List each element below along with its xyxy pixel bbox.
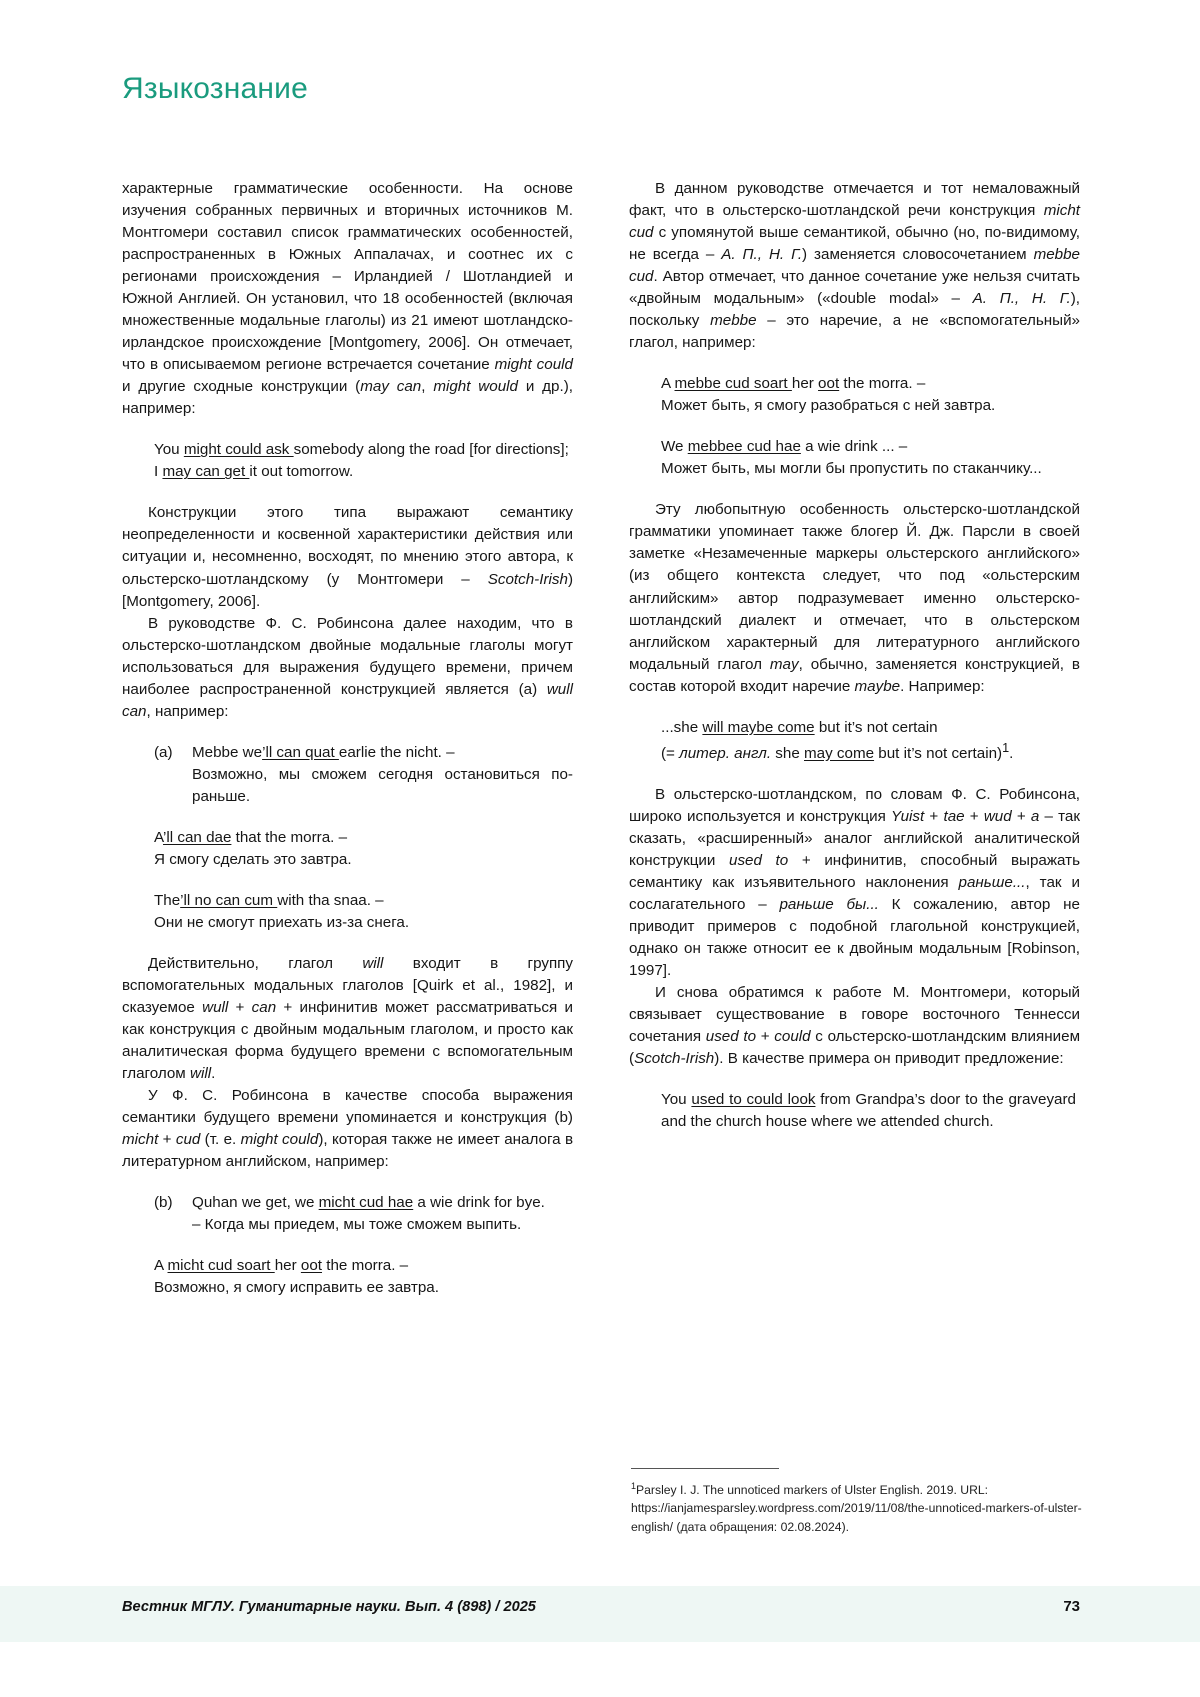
underlined-term: will maybe come [702, 718, 815, 736]
paragraph-text: . [211, 1065, 216, 1083]
example-block [661, 373, 1076, 395]
italic-term: might could [240, 1131, 319, 1149]
example-translation: Они не смогут приехать из-за снега. [154, 913, 410, 931]
paragraph-text: входит в группу вспомогательных модальных глаголов [Quirk et al., 1982], и сказуемое [122, 954, 573, 1016]
paragraph-text: Эту любопытную особенность ольстерско-шотландской грамматики упоминает также блогер Й. Дж. Парсли в своей заметке «Незамеченные маркеры ольстерского английского» (из общего контекста следует, что под «ольстерским английским» автор подразумевает именно ольстерско-шотландский диалект и отмечает, что в ольстерском английском характерный для литературного английского модальный глагол [629, 501, 1080, 673]
example-translation-line [661, 395, 1076, 417]
example-text: she [771, 744, 804, 762]
example-block [154, 742, 573, 808]
example-translation-line [154, 912, 569, 934]
italic-term: maybe [854, 677, 901, 695]
paragraph-text: В ольстерско-шотландском, по словам Ф. С. Робинсона, широко используется и конструкция [629, 785, 1080, 825]
underlined-term: mebbe cud soart [674, 375, 792, 393]
example-text: Quhan we get, we [192, 1194, 319, 1212]
paragraph-text: + [924, 807, 944, 825]
paragraph-text: ) [Montgomery, 2006]. [122, 570, 573, 610]
example-text: . [1009, 744, 1014, 762]
italic-term: used to [729, 851, 789, 869]
journal-citation: Вестник МГЛУ. Гуманитарные науки. Вып. 4 (898) / 2025 [122, 1598, 536, 1615]
italic-term: can [251, 999, 277, 1016]
example-text: We [661, 438, 688, 456]
example-text: it out tomorrow. [249, 463, 354, 481]
paragraph-text: Конструкции этого типа выражают семантику неопределенности и косвенной характеристики действия или ситуации и, несомненно, восходят, по мнению этого автора, к ольстерско-шотландскому (у Монтгомери – [122, 504, 573, 588]
paragraph-text: и др.), например: [122, 378, 573, 418]
example-block [661, 436, 1076, 458]
paragraph [122, 178, 573, 420]
underlined-term: ’ll can quat [262, 743, 339, 761]
paragraph-text: (т. е. [200, 1131, 241, 1149]
example-marker: (а) [154, 743, 173, 761]
example-text: earlie the nicht. – [338, 743, 455, 761]
page-title: Языкознание [122, 72, 309, 105]
italic-term: раньше бы... [779, 895, 879, 913]
italic-term: may [769, 655, 799, 673]
example-text: The [154, 891, 181, 909]
paragraph [629, 499, 1080, 697]
example-text: You [154, 441, 184, 459]
paragraph-text: ) заменяется словосочетанием [802, 246, 1034, 264]
italic-term: mebbe [710, 312, 757, 330]
italic-term: mebbe cud [629, 246, 1081, 286]
page-footer [122, 1598, 1080, 1615]
paragraph-text: и другие сходные конструкции ( [122, 378, 361, 396]
example-text: A [661, 375, 675, 393]
example-block [661, 717, 1076, 739]
example-text: but it’s not certain [814, 718, 938, 736]
paragraph-text: , так и сослагательного – [629, 873, 1080, 913]
example-translation: Возможно, мы сможем сегодня остановиться по-раньше. [192, 765, 573, 805]
underlined-term: mebbee cud hae [687, 438, 801, 456]
italic-term: micht [122, 1131, 159, 1149]
paragraph-text: + [158, 1131, 176, 1149]
paragraph-text: В данном руководстве отмечается и тот немаловажный факт, что в ольстерско-шотландской речи конструкция [629, 180, 1080, 220]
underlined-term: used to could look [691, 1091, 816, 1109]
left-column [122, 178, 573, 1299]
paragraph-text: + [1011, 807, 1031, 825]
italic-term: А. П., Н. Г. [721, 246, 803, 264]
example-text: the morra. – [839, 375, 926, 393]
example-text: her [791, 375, 819, 393]
example-text: You [661, 1091, 692, 1109]
paragraph-text: К сожалению, автор не приводит примеров с подобной глагольной конструкцией, однако он также относит ее к двойным модальным [Robinson, 1997]. [629, 895, 1080, 980]
paragraph-text: . Например: [900, 677, 985, 695]
example-text: a wie drink for bye. [413, 1194, 545, 1212]
italic-term: литер. англ. [679, 744, 772, 762]
underlined-term: oot [818, 375, 840, 393]
italic-term: might could [494, 356, 573, 374]
example-text: her [274, 1257, 301, 1275]
example-block [661, 1089, 1076, 1133]
example-text: but it’s not certain) [874, 744, 1003, 762]
italic-term: cud [175, 1131, 201, 1149]
paragraph-text: + [964, 807, 984, 825]
paragraph-text: ), поскольку [629, 290, 1080, 330]
paragraph-text: + [228, 999, 252, 1016]
paragraph-text: И снова обратимся к работе М. Монтгомери, который связывает существование в говоре восточного Теннесси сочетания [629, 984, 1080, 1046]
italic-term: tae [943, 807, 965, 825]
underlined-term: oot [300, 1257, 323, 1275]
paragraph [629, 178, 1080, 354]
footnote-divider [631, 1468, 779, 1469]
underlined-term: might could ask [183, 441, 294, 459]
paragraph-text: ), которая также не имеет аналога в литературном английском, например: [122, 1131, 574, 1171]
paragraph [122, 953, 573, 1085]
paragraph-text: + [756, 1028, 775, 1046]
underlined-term: may can get [162, 463, 250, 481]
example-block [154, 827, 569, 849]
paragraph [122, 613, 573, 723]
example-text: somebody along the road [for directions]; [293, 441, 569, 459]
paragraph [122, 502, 573, 612]
example-block [154, 890, 569, 912]
paragraph-text: , например: [146, 702, 229, 720]
paragraph-text: – так сказать, «расширенный» аналог английской аналитической конструкции [629, 807, 1081, 869]
example-text: Mebbe we [192, 743, 263, 761]
italic-term: micht cud [629, 202, 1080, 242]
example-translation: Может быть, мы могли бы пропустить по стаканчику... [661, 460, 1042, 478]
italic-term: used to [705, 1028, 757, 1046]
underlined-term: may come [804, 744, 875, 762]
example-translation: Возможно, я смогу исправить ее завтра. [154, 1279, 439, 1297]
example-text: from Grandpa’s door to the graveyard and the church house where we attended church. [661, 1091, 1076, 1131]
paragraph-text: характерные грамматические особенности. На основе изучения собранных первичных и вторичных источников М. Монтгомери составил список грамматических особенностей, распространенных в Южных Аппалачах, и соотнес их с регионами происхождения – Ирландией / Шотландией и Южной Англией. Он установил, что 18 особенностей (включая множественные модальные глаголы) из 21 имеют шотландско-ирландское происхождение [Montgomery, 2006]. Он отмечает, что в описываемом регионе встречается сочетание [122, 180, 573, 374]
example-translation-line [661, 458, 1076, 480]
example-block [154, 1255, 569, 1277]
example-translation: Я смогу сделать это завтра. [154, 850, 352, 868]
italic-term: А. П., Н. Г. [972, 290, 1071, 308]
paragraph-text: с ольстерско-шотландским влиянием ( [629, 1028, 1081, 1068]
example-translation-line [154, 849, 569, 871]
paragraph-text: + инфинитив, способный выражать семантику как изъявительного наклонения [629, 851, 1080, 891]
example-translation: – Когда мы приедем, мы тоже сможем выпить. [192, 1216, 522, 1234]
example-block [661, 739, 1076, 765]
italic-term: will [189, 1065, 212, 1083]
example-translation-line [154, 1277, 569, 1299]
example-block [154, 461, 569, 483]
paragraph-text: с упомянутой выше семантикой, обычно (но, по-видимому, не всегда – [629, 224, 1080, 264]
example-block [154, 1192, 573, 1236]
italic-term: will [362, 954, 384, 972]
example-text: the morra. – [322, 1257, 409, 1275]
italic-term: Scotch-Irish [634, 1050, 715, 1068]
example-text: A [154, 828, 164, 846]
paragraph [122, 1085, 573, 1173]
paragraph-text: . Автор отмечает, что данное сочетание уже нельзя считать «двойным модальным» («double modal» – [629, 268, 1080, 308]
paragraph-text: , обычно, заменяется конструкцией, в состав которой входит наречие [629, 655, 1080, 695]
paragraph-text: ). В качестве примера он приводит предложение: [714, 1050, 1064, 1068]
italic-term: may can [360, 378, 422, 396]
italic-term: might would [433, 378, 518, 396]
underlined-term: ’ll no can cum [180, 891, 278, 909]
italic-term: wud [983, 807, 1012, 825]
footnote-marker: 1 [631, 1481, 637, 1491]
italic-term: Scotch-Irish [487, 570, 568, 588]
paragraph-text: + инфинитив может рассматриваться и как конструкция с двойным модальным глаголом, и просто как аналитическая форма будущего времени с вспомогательным глаголом [122, 999, 573, 1083]
page-number: 73 [1063, 1598, 1080, 1615]
underlined-term: micht cud hae [318, 1194, 414, 1212]
paragraph-text: У Ф. С. Робинсона в качестве способа выражения семантики будущего времени упоминается и конструкция (b) [122, 1087, 573, 1127]
example-text: ...she [661, 718, 703, 736]
example-text: I [154, 463, 163, 481]
italic-term: a [1030, 807, 1040, 825]
italic-term: Yuist [891, 807, 925, 825]
italic-term: wull can [122, 680, 573, 720]
italic-term: wull [202, 999, 229, 1016]
paragraph-text: – это наречие, а не «вспомогательный» глагол, например: [629, 312, 1080, 352]
footnote-text: Parsley I. J. The unnoticed markers of Ulster English. 2019. URL: https://ianjamesparsley.wordpress.com/2019/11/08/the-unnoticed-markers-of-ulster-english/ (дата обращения: 02.08.2024). [631, 1483, 1082, 1534]
right-column [629, 178, 1080, 1299]
paragraph [629, 784, 1080, 982]
paragraph-text: Действительно, глагол [148, 954, 363, 972]
example-text: a wie drink ... – [800, 438, 908, 456]
example-text: that the morra. – [231, 828, 348, 846]
example-block [154, 439, 569, 461]
paragraph [629, 982, 1080, 1070]
example-text: with tha snaa. – [277, 891, 384, 909]
italic-term: раньше... [958, 873, 1026, 891]
example-translation: Может быть, я смогу разобраться с ней завтра. [661, 397, 996, 415]
example-text: (= [661, 744, 680, 762]
footnote [631, 1480, 1083, 1536]
underlined-term: micht cud soart [167, 1257, 275, 1275]
italic-term: could [774, 1028, 811, 1046]
two-column-body [122, 178, 1080, 1299]
paragraph-text: , [421, 378, 434, 396]
example-marker: (b) [154, 1194, 173, 1212]
example-text: A [154, 1257, 168, 1275]
footnote-ref: 1 [1002, 740, 1010, 755]
paragraph-text: В руководстве Ф. С. Робинсона далее находим, что в ольстерско-шотландском двойные модальные глаголы могут использоваться для выражения будущего времени, причем наиболее распространенной конструкцией является (а) [122, 614, 573, 698]
underlined-term: ’ll can dae [163, 828, 232, 846]
